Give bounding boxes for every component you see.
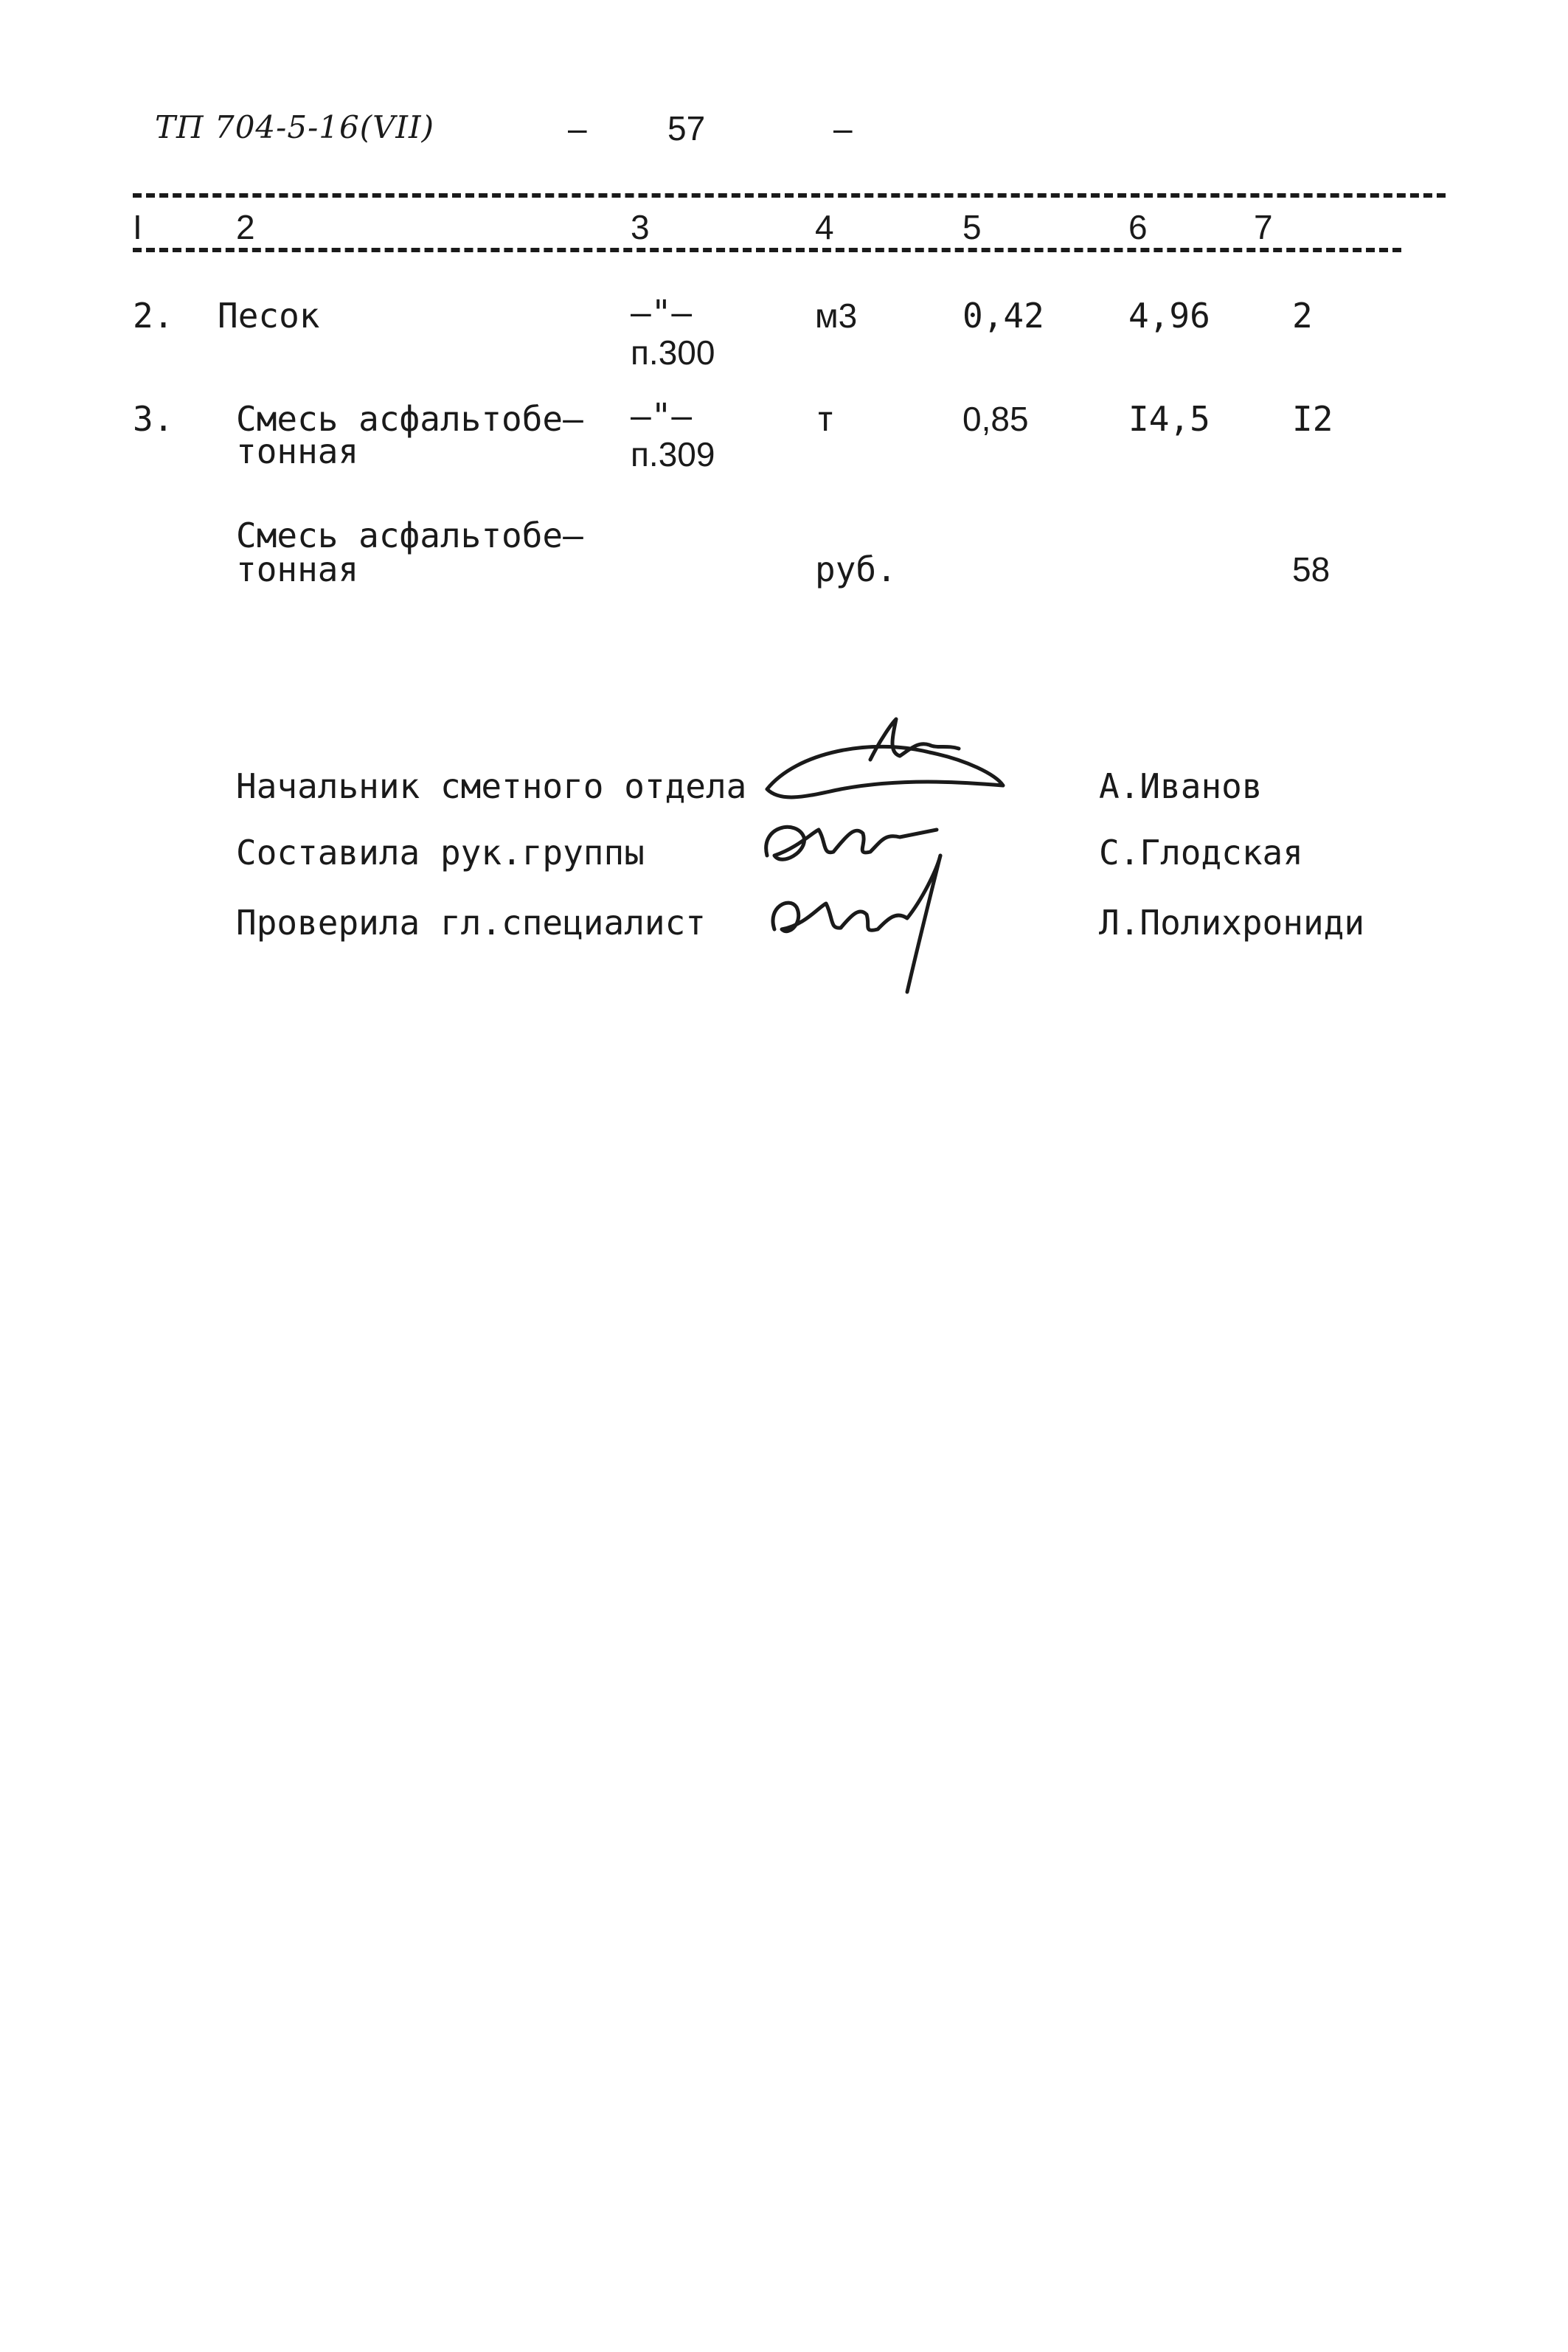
row-unit: руб. bbox=[815, 549, 897, 589]
page-number: 57 bbox=[667, 109, 706, 148]
row-col6: I4,5 bbox=[1128, 399, 1210, 439]
row-col7: 58 bbox=[1292, 550, 1331, 589]
row-col5: 0,85 bbox=[962, 400, 1029, 438]
row-name-line1: Смесь асфальтобе– bbox=[236, 516, 583, 555]
row-unit: т bbox=[815, 399, 836, 439]
document-code: ТП 704-5-16(VII) bbox=[155, 109, 434, 145]
page-dash-right: – bbox=[833, 109, 853, 148]
row-name-line2: тонная bbox=[236, 549, 359, 589]
row-ref-line2: п.309 bbox=[631, 435, 715, 473]
page-dash-left: – bbox=[568, 109, 587, 148]
row-name-line1: Смесь асфальтобе– bbox=[236, 399, 583, 439]
signature-role-3: Проверила гл.специалист bbox=[236, 903, 706, 943]
row-col7: 2 bbox=[1292, 296, 1313, 336]
row-unit: м3 bbox=[815, 296, 858, 335]
row-name-line2: тонная bbox=[236, 431, 359, 471]
column-header-7: 7 bbox=[1254, 208, 1273, 246]
column-header-3: 3 bbox=[631, 208, 650, 246]
column-header-6: 6 bbox=[1128, 208, 1148, 246]
row-col7: I2 bbox=[1292, 399, 1333, 439]
row-number: 2. bbox=[133, 296, 174, 336]
column-header-4: 4 bbox=[815, 208, 834, 246]
table-header-rule bbox=[133, 248, 1401, 252]
signature-role-2: Составила рук.группы bbox=[236, 833, 645, 873]
column-header-1: I bbox=[133, 208, 142, 246]
signature-name-3: Л.Полихрониди bbox=[1099, 903, 1365, 943]
row-ref-line1: –"– bbox=[631, 293, 693, 333]
row-name-line1: Песок bbox=[218, 296, 320, 336]
table-top-rule bbox=[133, 193, 1446, 198]
signature-role-1: Начальник сметного отдела bbox=[236, 766, 747, 806]
column-header-2: 2 bbox=[236, 208, 255, 246]
row-number: 3. bbox=[133, 399, 174, 439]
handwritten-signatures bbox=[752, 708, 1018, 1018]
column-header-5: 5 bbox=[962, 208, 982, 246]
row-ref-line2: п.300 bbox=[631, 333, 715, 372]
signature-name-1: А.Иванов bbox=[1099, 766, 1263, 806]
row-col6: 4,96 bbox=[1128, 296, 1210, 336]
signature-name-2: С.Глодская bbox=[1099, 833, 1303, 873]
row-col5: 0,42 bbox=[962, 296, 1044, 336]
row-ref-line1: –"– bbox=[631, 396, 693, 436]
